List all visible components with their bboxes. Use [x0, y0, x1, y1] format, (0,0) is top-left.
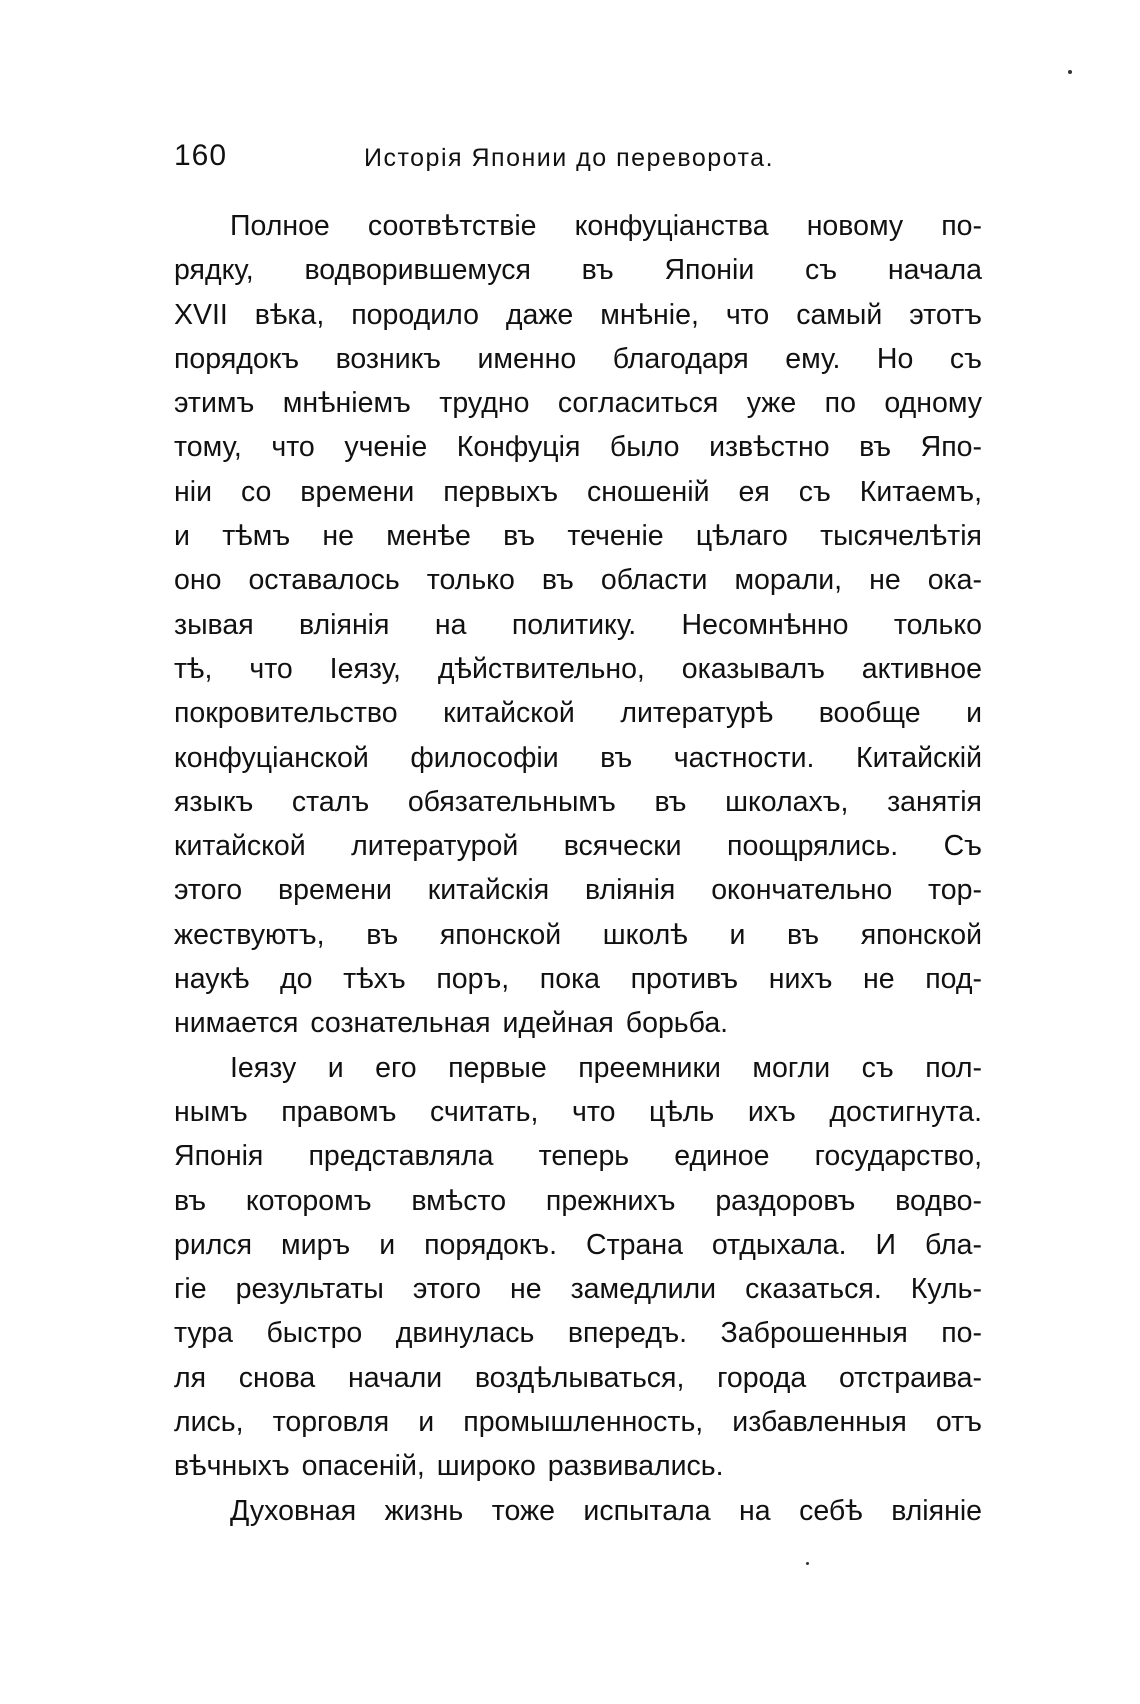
text-line: жествуютъ, въ японской школѣ и въ японской: [174, 918, 982, 951]
text-line: XVII вѣка, породило даже мнѣніе, что самый этотъ: [174, 298, 982, 331]
text-line: конфуціанской философіи въ частности. Китайскій: [174, 741, 982, 774]
paragraph: [174, 1489, 982, 1533]
text-line: этимъ мнѣніемъ трудно согласиться уже по одному: [174, 387, 982, 420]
text-line: этого времени китайскія вліянія окончательно тор-: [174, 874, 982, 907]
paragraph: [174, 1046, 982, 1489]
paragraph: [174, 204, 982, 1046]
text-line: нимается сознательная идейная борьба.: [174, 1007, 729, 1040]
text-line: ля снова начали воздѣлываться, города отстраива-: [174, 1361, 982, 1394]
text-line: наукѣ до тѣхъ поръ, пока противъ нихъ не под-: [174, 963, 982, 996]
text-line: порядокъ возникъ именно благодаря ему. Но съ: [174, 342, 982, 375]
page-header: [174, 134, 984, 184]
text-line: Полное соотвѣтствіе конфуціанства новому по-: [230, 210, 982, 242]
text-line: тѣ, что Іеязу, дѣйствительно, оказывалъ активное: [174, 652, 982, 685]
text-line: зывая вліянія на политику. Несомнѣнно только: [174, 608, 982, 641]
text-line: китайской литературой всячески поощрялись. Съ: [174, 830, 982, 863]
text-line: нымъ правомъ считать, что цѣль ихъ достигнута.: [174, 1095, 982, 1128]
text-line: рился миръ и порядокъ. Страна отдыхала. И бла-: [174, 1228, 982, 1261]
text-line: ніи со времени первыхъ сношеній ея съ Китаемъ,: [174, 475, 982, 508]
text-line: тому, что ученіе Конфуція было извѣстно въ Япо-: [174, 431, 982, 464]
text-line: лись, торговля и промышленность, избавленныя отъ: [174, 1406, 982, 1439]
text-line: тура быстро двинулась впередъ. Заброшенныя по-: [174, 1317, 982, 1350]
page-number: 160: [174, 139, 228, 172]
text-line: оно оставалось только въ области морали, не ока-: [174, 564, 982, 597]
body-text: [174, 204, 982, 1533]
text-line: вѣчныхъ опасеній, широко развивались.: [174, 1450, 724, 1483]
scan-speck: [1068, 70, 1072, 74]
scan-speck: [806, 1562, 809, 1565]
text-line: и тѣмъ не менѣе въ теченіе цѣлаго тысячелѣтія: [174, 520, 982, 553]
text-line: рядку, водворившемуся въ Японіи съ начала: [174, 254, 982, 287]
text-line: Японія представляла теперь единое государство,: [174, 1140, 982, 1173]
text-line: Духовная жизнь тоже испытала на себѣ вліяніе: [230, 1494, 982, 1527]
text-line: гіе результаты этого не замедлили сказаться. Куль-: [174, 1273, 982, 1306]
running-title: Исторія Японии до переворота.: [364, 144, 775, 172]
text-line: языкъ сталъ обязательнымъ въ школахъ, занятія: [174, 785, 982, 818]
text-line: покровительство китайской литературѣ вообще и: [174, 697, 982, 730]
text-line: въ которомъ вмѣсто прежнихъ раздоровъ водво-: [174, 1184, 982, 1217]
text-line: Іеязу и его первые преемники могли съ пол-: [230, 1051, 982, 1084]
